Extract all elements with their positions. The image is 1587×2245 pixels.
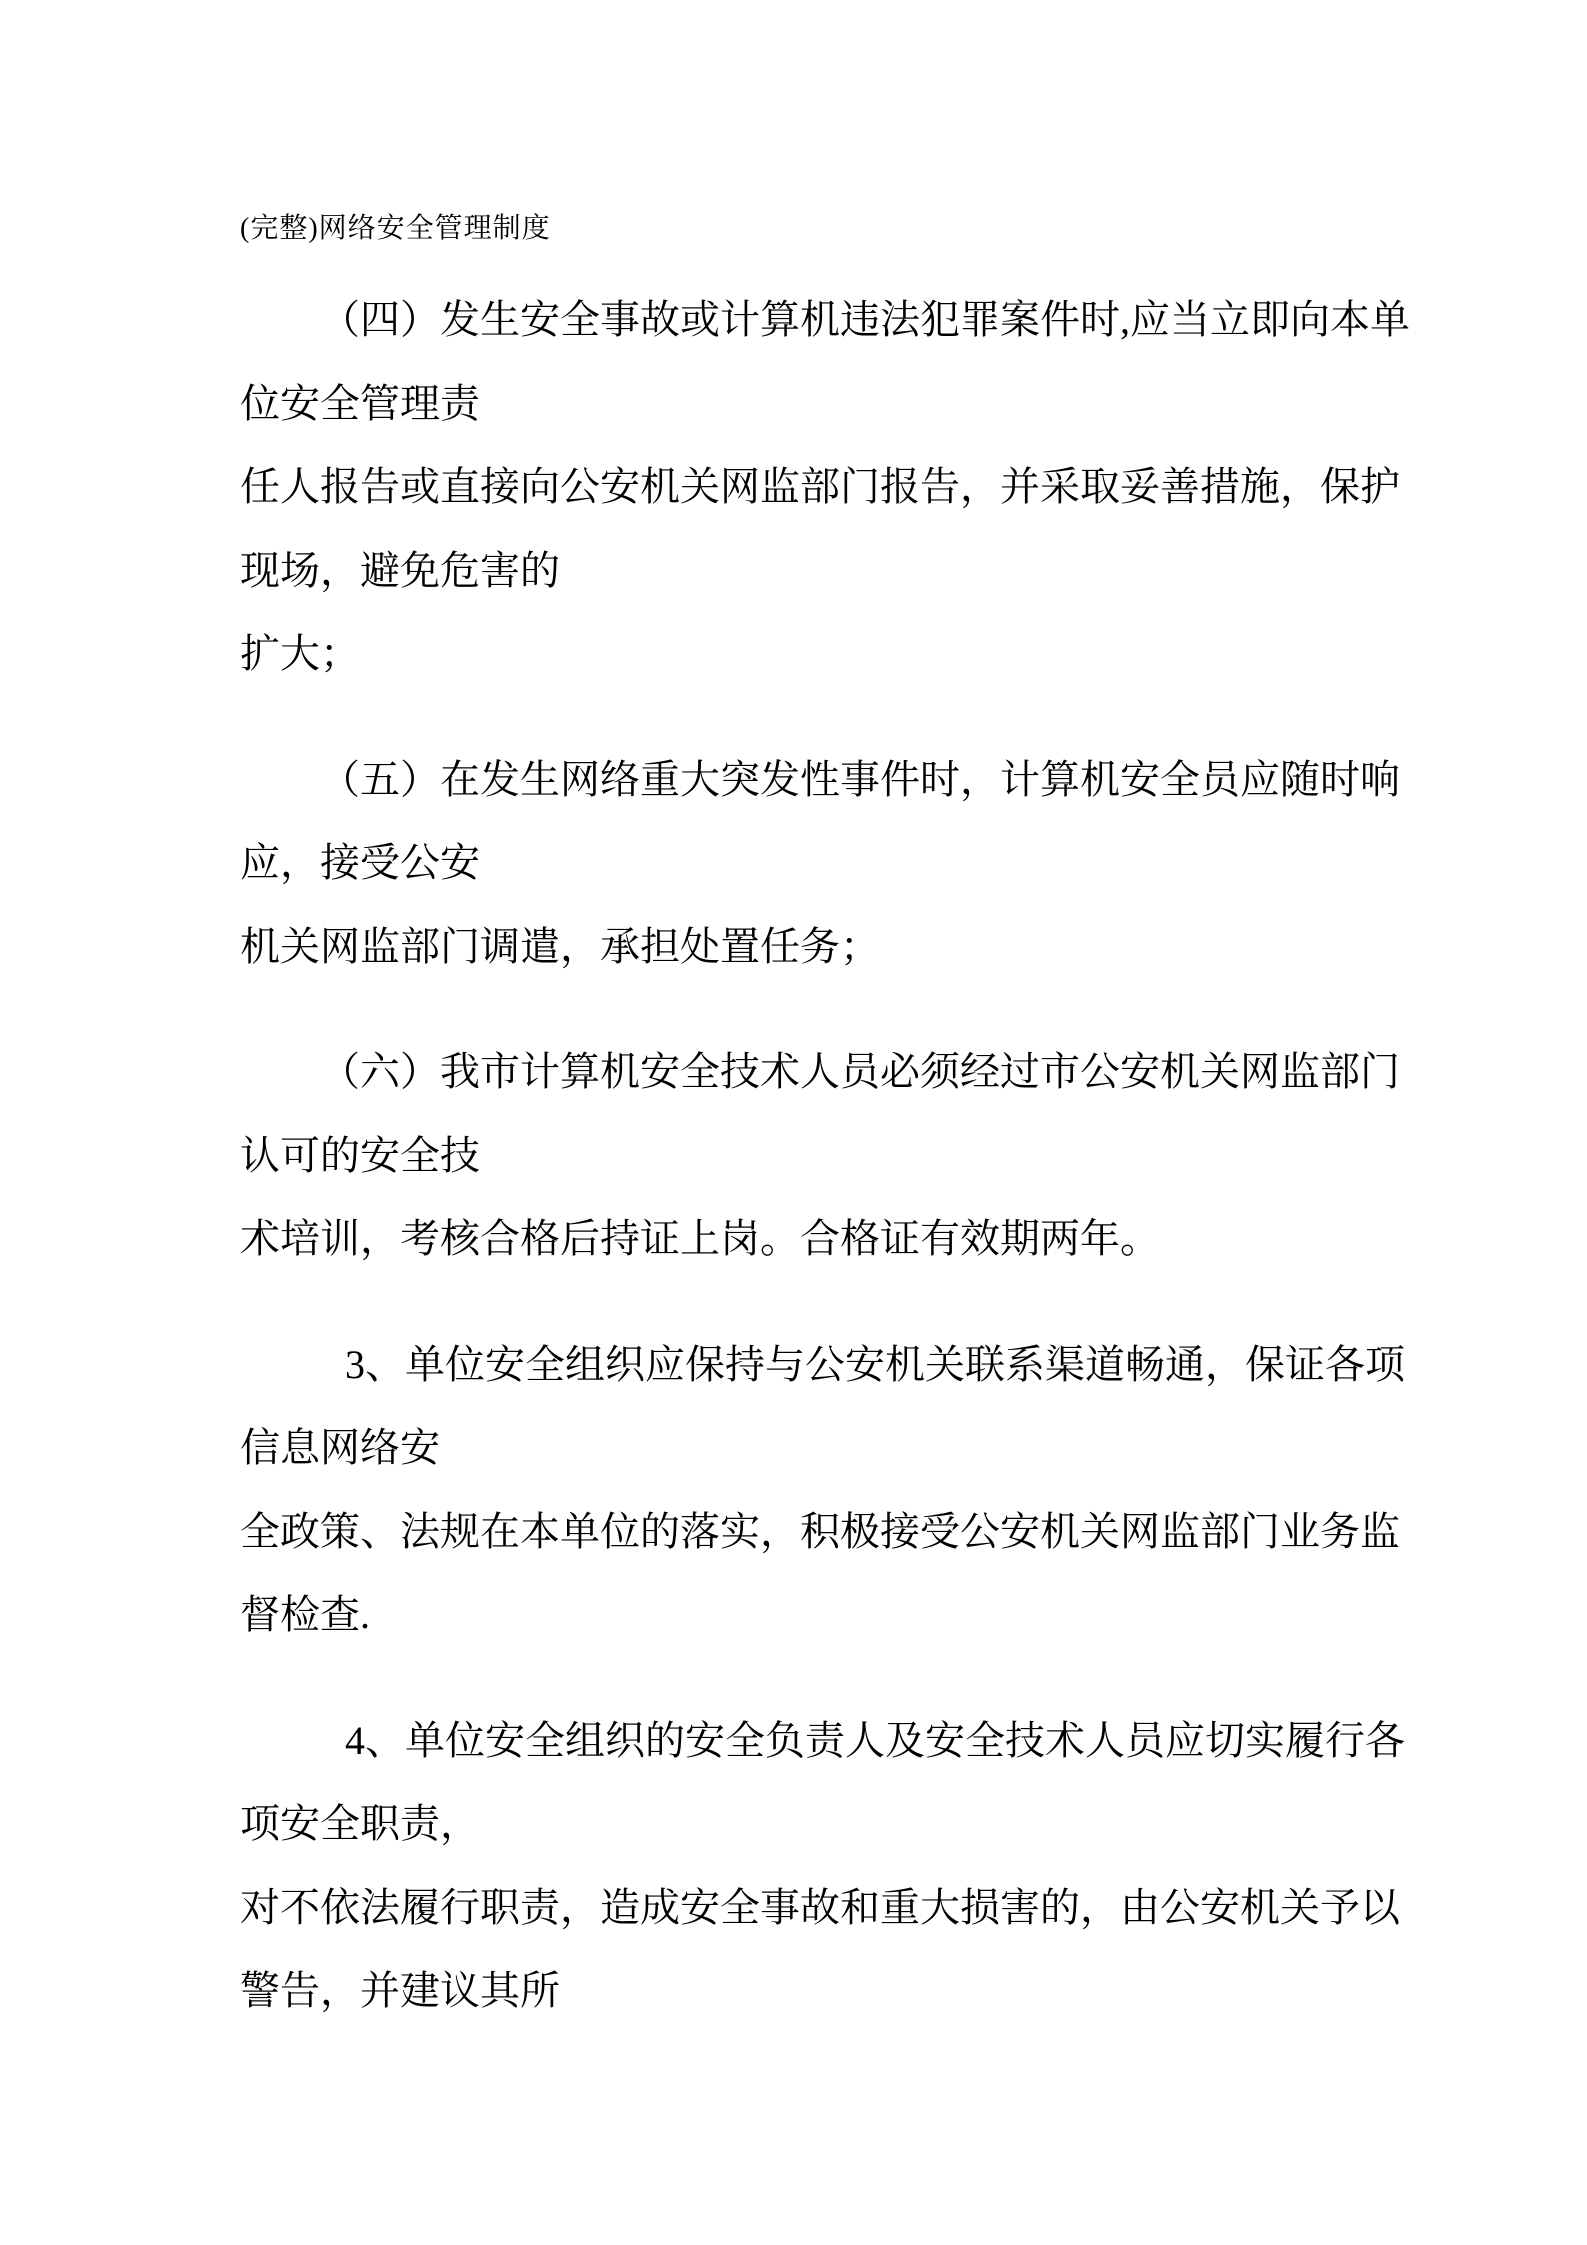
paragraph-item-6 (240, 1030, 1450, 1281)
text-line: 机关网监部门调遣，承担处置任务； (240, 923, 880, 969)
text-line: 位安全管理责 (240, 380, 480, 426)
text-line: 项安全职责， (240, 1801, 480, 1846)
paragraph-item-5 (240, 738, 1450, 989)
text-line: 督检查. (240, 1592, 370, 1637)
text-line: 全政策、法规在本单位的落实，积极接受公安机关网监部门业务监 (240, 1508, 1400, 1554)
text-line: 扩大； (240, 631, 360, 676)
text-line: 现场，避免危害的 (240, 547, 560, 593)
text-line: （五）在发生网络重大突发性事件时，计算机安全员应随时响 (320, 756, 1400, 802)
text-line: 3、单位安全组织应保持与公安机关联系渠道畅通，保证各项 (345, 1341, 1405, 1387)
paragraph-item-num3 (240, 1323, 1450, 1657)
document-body (240, 278, 1450, 2075)
text-line: 任人报告或直接向公安机关网监部门报告，并采取妥善措施，保护 (240, 464, 1400, 509)
text-line: （四）发生安全事故或计算机违法犯罪案件时,应当立即向本单 (320, 297, 1410, 342)
paragraph-item-4 (240, 278, 1450, 696)
text-line: 信息网络安 (240, 1425, 440, 1470)
text-line: 4、单位安全组织的安全负责人及安全技术人员应切实履行各 (345, 1717, 1405, 1763)
text-line: 术培训，考核合格后持证上岗。合格证有效期两年。 (240, 1216, 1160, 1261)
paragraph-item-num4 (240, 1699, 1450, 2033)
text-line: （六）我市计算机安全技术人员必须经过市公安机关网监部门 (320, 1049, 1400, 1094)
text-line: 警告，并建议其所 (240, 1968, 560, 2013)
text-line: 对不依法履行职责，造成安全事故和重大损害的，由公安机关予以 (240, 1884, 1400, 1930)
text-line: 应，接受公安 (240, 840, 480, 885)
text-line: 认可的安全技 (240, 1132, 480, 1178)
document-header: (完整)网络安全管理制度 (240, 213, 551, 244)
